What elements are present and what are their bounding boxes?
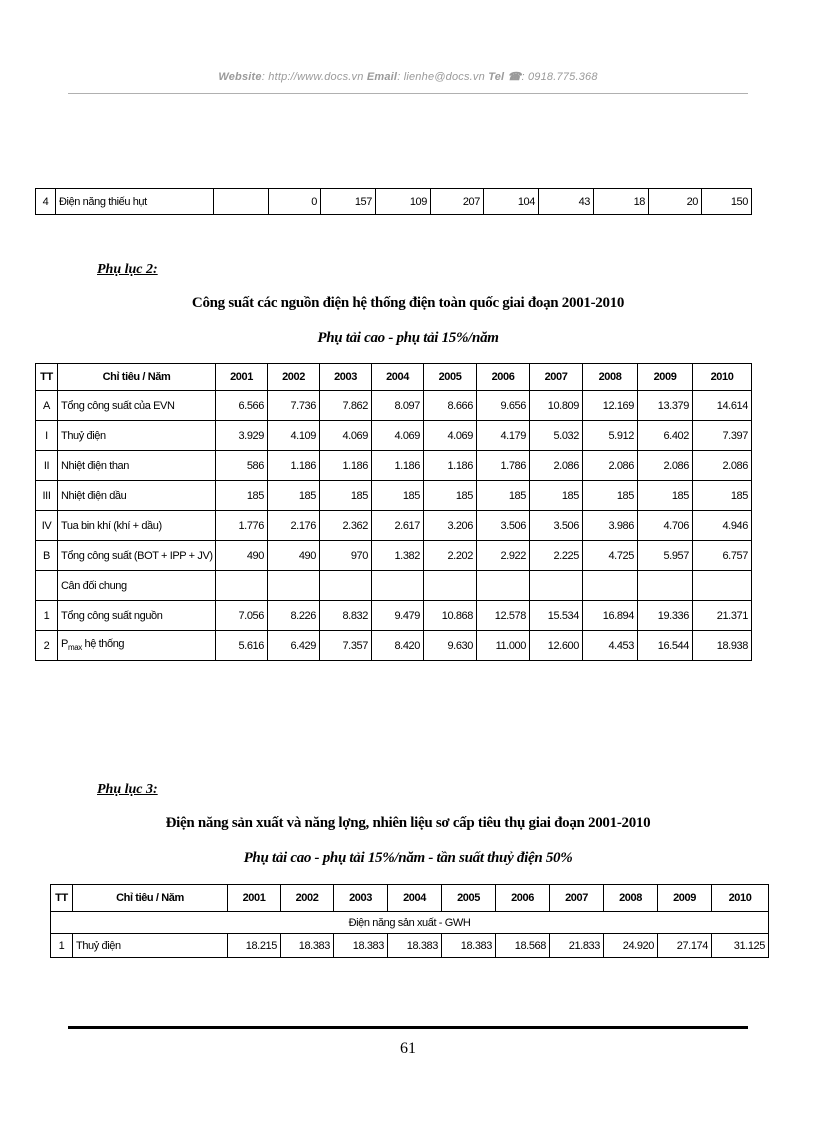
cell: 490 bbox=[216, 541, 268, 571]
cell: 104 bbox=[484, 189, 539, 215]
row-blank bbox=[214, 189, 269, 215]
row-label: Cân đối chung bbox=[58, 571, 216, 601]
appendix2-table bbox=[35, 363, 752, 661]
row-tt: B bbox=[36, 541, 58, 571]
cell: 9.479 bbox=[372, 601, 424, 631]
cell: 7.862 bbox=[320, 391, 372, 421]
appendix3-subtitle: Phụ tải cao - phụ tải 15%/năm - tần suất thuỷ điện 50% bbox=[243, 850, 573, 866]
cell: 1.786 bbox=[477, 451, 530, 481]
column-header: 2009 bbox=[638, 364, 693, 391]
row-label: Tổng công suất (BOT + IPP + JV) bbox=[58, 541, 216, 571]
cell: 7.397 bbox=[693, 421, 752, 451]
column-header: TT bbox=[51, 885, 73, 912]
page-header bbox=[0, 70, 816, 83]
tel-label: Tel ☎ bbox=[488, 71, 522, 83]
cell: 43 bbox=[539, 189, 594, 215]
cell: 15.534 bbox=[530, 601, 583, 631]
row-label: Nhiệt điện dầu bbox=[58, 481, 216, 511]
cell: 8.666 bbox=[424, 391, 477, 421]
cell: 18.215 bbox=[228, 934, 281, 958]
cell bbox=[477, 571, 530, 601]
header-divider bbox=[68, 93, 748, 94]
cell: 16.544 bbox=[638, 631, 693, 661]
row-label-subscript: max bbox=[67, 643, 82, 653]
cell: 2.086 bbox=[638, 451, 693, 481]
cell: 8.097 bbox=[372, 391, 424, 421]
appendix2-title: Công suất các nguồn điện hệ thống điện toàn quốc giai đoạn 2001-2010 bbox=[191, 295, 625, 311]
row-tt: II bbox=[36, 451, 58, 481]
cell: 586 bbox=[216, 451, 268, 481]
cell: 1.186 bbox=[320, 451, 372, 481]
column-header: 2005 bbox=[442, 885, 496, 912]
row-tt bbox=[36, 571, 58, 601]
cell: 150 bbox=[702, 189, 752, 215]
row-label bbox=[58, 631, 216, 661]
cell: 13.379 bbox=[638, 391, 693, 421]
column-header: 2004 bbox=[388, 885, 442, 912]
column-header: Chỉ tiêu / Năm bbox=[58, 364, 216, 391]
cell bbox=[693, 571, 752, 601]
table-row bbox=[36, 601, 752, 631]
cell: 3.986 bbox=[583, 511, 638, 541]
cell: 5.957 bbox=[638, 541, 693, 571]
cell bbox=[372, 571, 424, 601]
column-header: 2006 bbox=[477, 364, 530, 391]
row-tt: 4 bbox=[36, 189, 56, 215]
cell: 18.383 bbox=[334, 934, 388, 958]
column-header: 2005 bbox=[424, 364, 477, 391]
cell: 2.086 bbox=[583, 451, 638, 481]
cell: 6.402 bbox=[638, 421, 693, 451]
cell: 5.616 bbox=[216, 631, 268, 661]
cell: 3.506 bbox=[477, 511, 530, 541]
cell: 12.169 bbox=[583, 391, 638, 421]
cell: 185 bbox=[372, 481, 424, 511]
cell: 24.920 bbox=[604, 934, 658, 958]
cell: 4.179 bbox=[477, 421, 530, 451]
row-label-main: P bbox=[61, 638, 68, 651]
website-label: Website bbox=[218, 71, 262, 83]
cell: 185 bbox=[477, 481, 530, 511]
cell: 185 bbox=[693, 481, 752, 511]
cell: 2.202 bbox=[424, 541, 477, 571]
website-value[interactable]: : http://www.docs.vn bbox=[261, 71, 364, 83]
cell: 8.226 bbox=[268, 601, 320, 631]
cell: 8.420 bbox=[372, 631, 424, 661]
cell: 3.206 bbox=[424, 511, 477, 541]
cell: 11.000 bbox=[477, 631, 530, 661]
cell: 4.109 bbox=[268, 421, 320, 451]
table-row bbox=[36, 421, 752, 451]
row-tt: 2 bbox=[36, 631, 58, 661]
cell: 6.757 bbox=[693, 541, 752, 571]
cell: 207 bbox=[431, 189, 484, 215]
cell: 3.929 bbox=[216, 421, 268, 451]
cell: 18.383 bbox=[388, 934, 442, 958]
cell: 7.357 bbox=[320, 631, 372, 661]
cell: 185 bbox=[320, 481, 372, 511]
cell: 6.566 bbox=[216, 391, 268, 421]
cell: 27.174 bbox=[658, 934, 712, 958]
cell: 4.946 bbox=[693, 511, 752, 541]
cell: 2.922 bbox=[477, 541, 530, 571]
cell: 185 bbox=[424, 481, 477, 511]
cell: 9.656 bbox=[477, 391, 530, 421]
table-row bbox=[51, 934, 769, 958]
cell bbox=[424, 571, 477, 601]
cell: 18.383 bbox=[281, 934, 334, 958]
cell: 1.186 bbox=[268, 451, 320, 481]
cell: 2.086 bbox=[693, 451, 752, 481]
cell: 4.725 bbox=[583, 541, 638, 571]
cell: 2.225 bbox=[530, 541, 583, 571]
cell: 1.186 bbox=[372, 451, 424, 481]
cell: 4.069 bbox=[320, 421, 372, 451]
cell: 109 bbox=[376, 189, 431, 215]
row-label: Điện năng thiếu hụt bbox=[56, 189, 214, 215]
cell: 18.383 bbox=[442, 934, 496, 958]
cell: 185 bbox=[216, 481, 268, 511]
section-label: Điện năng sản xuất - GWH bbox=[51, 912, 769, 934]
cell: 20 bbox=[649, 189, 702, 215]
appendix2-subtitle: Phụ tải cao - phụ tải 15%/năm bbox=[317, 330, 499, 346]
cell bbox=[583, 571, 638, 601]
table-row bbox=[36, 541, 752, 571]
cell: 4.069 bbox=[372, 421, 424, 451]
column-header: 2007 bbox=[550, 885, 604, 912]
cell: 2.362 bbox=[320, 511, 372, 541]
table-header-row bbox=[51, 885, 769, 912]
appendix3-title: Điện năng sản xuất và năng lợng, nhiên liệu sơ cấp tiêu thụ giai đoạn 2001-2010 bbox=[165, 815, 651, 831]
cell: 490 bbox=[268, 541, 320, 571]
footer-divider bbox=[68, 1026, 748, 1029]
column-header: 2003 bbox=[334, 885, 388, 912]
cell: 5.032 bbox=[530, 421, 583, 451]
row-label: Tua bin khí (khí + dầu) bbox=[58, 511, 216, 541]
cell bbox=[216, 571, 268, 601]
cell: 185 bbox=[638, 481, 693, 511]
cell: 18.938 bbox=[693, 631, 752, 661]
column-header: 2008 bbox=[604, 885, 658, 912]
table-row bbox=[36, 631, 752, 661]
cell: 19.336 bbox=[638, 601, 693, 631]
row-label: Tổng công suất nguồn bbox=[58, 601, 216, 631]
column-header: 2001 bbox=[216, 364, 268, 391]
cell: 2.086 bbox=[530, 451, 583, 481]
cell: 14.614 bbox=[693, 391, 752, 421]
row-tt: IV bbox=[36, 511, 58, 541]
row-label: Nhiệt điện than bbox=[58, 451, 216, 481]
cell: 970 bbox=[320, 541, 372, 571]
table-row bbox=[36, 481, 752, 511]
table-header-row bbox=[36, 364, 752, 391]
cell bbox=[268, 571, 320, 601]
cell bbox=[320, 571, 372, 601]
row-tt: 1 bbox=[51, 934, 73, 958]
table-row bbox=[36, 451, 752, 481]
column-header: TT bbox=[36, 364, 58, 391]
table-row bbox=[36, 391, 752, 421]
cell: 185 bbox=[583, 481, 638, 511]
row-label-rest: hệ thống bbox=[81, 638, 125, 651]
cell: 21.371 bbox=[693, 601, 752, 631]
email-label: Email bbox=[366, 71, 398, 83]
cell: 4.706 bbox=[638, 511, 693, 541]
cell: 1.382 bbox=[372, 541, 424, 571]
tel-value: : 0918.775.368 bbox=[521, 71, 598, 83]
column-header: 2007 bbox=[530, 364, 583, 391]
fragment-table bbox=[35, 188, 752, 215]
column-header: 2006 bbox=[496, 885, 550, 912]
cell: 8.832 bbox=[320, 601, 372, 631]
cell: 4.069 bbox=[424, 421, 477, 451]
cell: 4.453 bbox=[583, 631, 638, 661]
cell bbox=[530, 571, 583, 601]
cell: 16.894 bbox=[583, 601, 638, 631]
cell: 5.912 bbox=[583, 421, 638, 451]
cell: 1.776 bbox=[216, 511, 268, 541]
row-tt: I bbox=[36, 421, 58, 451]
row-label: Thuỷ điện bbox=[73, 934, 228, 958]
cell: 10.868 bbox=[424, 601, 477, 631]
cell: 7.736 bbox=[268, 391, 320, 421]
row-tt: A bbox=[36, 391, 58, 421]
column-header: 2009 bbox=[658, 885, 712, 912]
cell: 185 bbox=[530, 481, 583, 511]
row-label: Thuỷ điện bbox=[58, 421, 216, 451]
cell: 21.833 bbox=[550, 934, 604, 958]
table-row bbox=[36, 189, 752, 215]
cell: 12.578 bbox=[477, 601, 530, 631]
appendix3-heading: Phụ lục 3: bbox=[97, 782, 158, 797]
section-row bbox=[51, 912, 769, 934]
column-header: 2003 bbox=[320, 364, 372, 391]
column-header: 2004 bbox=[372, 364, 424, 391]
row-label: Tổng công suất của EVN bbox=[58, 391, 216, 421]
cell: 18.568 bbox=[496, 934, 550, 958]
column-header: 2002 bbox=[281, 885, 334, 912]
column-header: 2002 bbox=[268, 364, 320, 391]
row-tt: III bbox=[36, 481, 58, 511]
cell: 31.125 bbox=[712, 934, 769, 958]
cell: 185 bbox=[268, 481, 320, 511]
cell: 7.056 bbox=[216, 601, 268, 631]
column-header: Chỉ tiêu / Năm bbox=[73, 885, 228, 912]
column-header: 2010 bbox=[693, 364, 752, 391]
cell: 12.600 bbox=[530, 631, 583, 661]
cell: 9.630 bbox=[424, 631, 477, 661]
cell: 3.506 bbox=[530, 511, 583, 541]
cell: 10.809 bbox=[530, 391, 583, 421]
column-header: 2001 bbox=[228, 885, 281, 912]
appendix2-heading: Phụ lục 2: bbox=[97, 262, 158, 277]
cell bbox=[638, 571, 693, 601]
cell: 0 bbox=[269, 189, 321, 215]
cell: 18 bbox=[594, 189, 649, 215]
row-tt: 1 bbox=[36, 601, 58, 631]
cell: 6.429 bbox=[268, 631, 320, 661]
cell: 2.617 bbox=[372, 511, 424, 541]
table-row bbox=[36, 511, 752, 541]
cell: 1.186 bbox=[424, 451, 477, 481]
column-header: 2008 bbox=[583, 364, 638, 391]
page-number: 61 bbox=[400, 1040, 416, 1057]
email-value[interactable]: : lienhe@docs.vn bbox=[397, 71, 485, 83]
cell: 157 bbox=[321, 189, 376, 215]
table-row bbox=[36, 571, 752, 601]
cell: 2.176 bbox=[268, 511, 320, 541]
column-header: 2010 bbox=[712, 885, 769, 912]
appendix3-table bbox=[50, 884, 769, 958]
